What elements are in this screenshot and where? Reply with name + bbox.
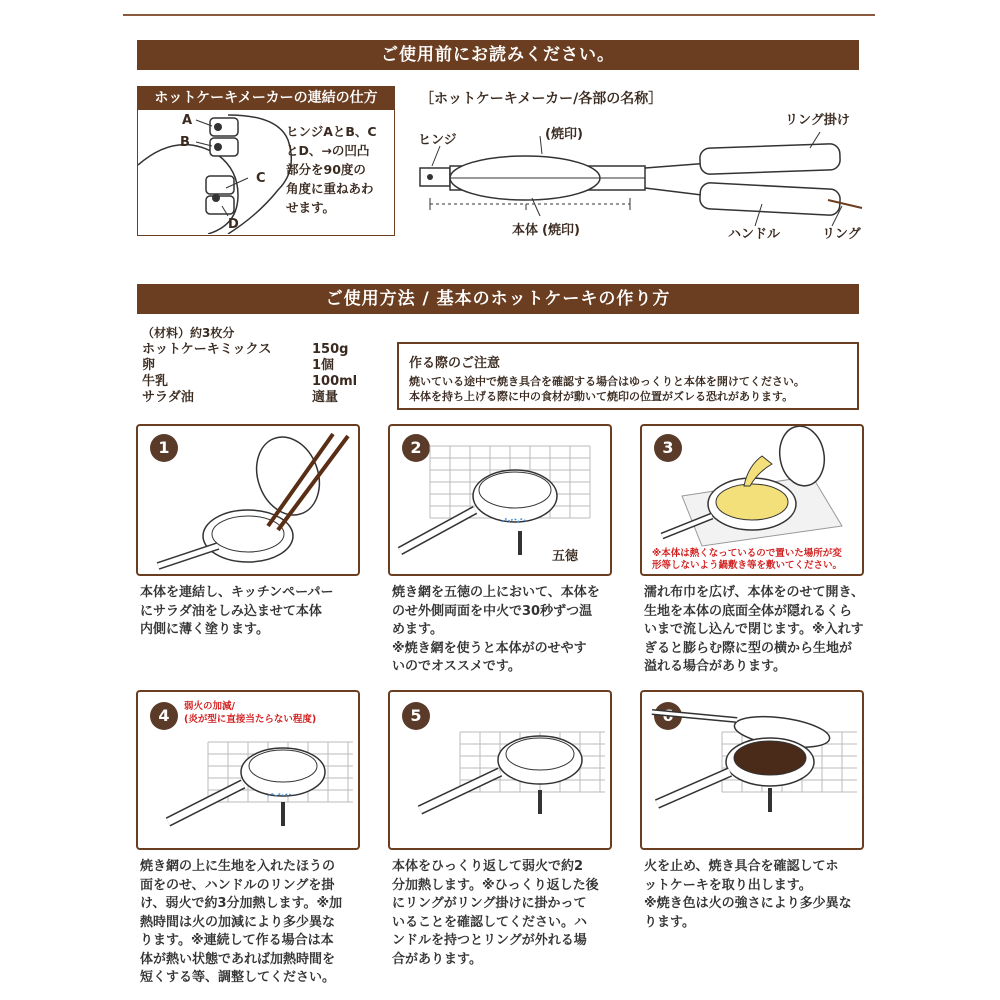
ingredients-heading: （材料）約3枚分 (142, 326, 235, 340)
step-2-panel (388, 424, 612, 576)
top-divider (123, 14, 875, 16)
label-hinge: ヒンジ (418, 133, 457, 148)
connect-panel (137, 110, 395, 236)
step-number: 5 (402, 702, 430, 730)
parts-diagram (410, 108, 870, 248)
step-4-illustration (138, 692, 358, 848)
ingredient-row: ホットケーキミックス 150g (142, 342, 349, 357)
label-a: A (182, 113, 193, 128)
step-number: 3 (654, 434, 682, 462)
step-5-illustration (390, 692, 610, 848)
ingredient-row: 牛乳 100ml (142, 374, 358, 389)
connect-title: ホットケーキメーカーの連結の仕方 (137, 86, 395, 110)
caution-box (397, 342, 859, 410)
label-brand-top: (焼印) (545, 127, 583, 142)
label-trivet: 五徳 (552, 549, 579, 564)
step-1-panel (136, 424, 360, 576)
step-number: 2 (402, 434, 430, 462)
caution-line: 本体を持ち上げる際に中の食材が動いて焼印の位置がズレる恐れがあります。 (409, 390, 794, 403)
label-ring-hook: リング掛け (785, 113, 850, 128)
label-body: 本体 (512, 223, 539, 238)
step-1-text: 本体を連結し、キッチンペーパー にサラダ油をしみ込ませて本体 内側に薄く塗ります。 (140, 585, 334, 637)
label-handle: ハンドル (728, 227, 781, 242)
label-b: B (180, 135, 190, 150)
label-d: D (228, 217, 239, 232)
step-5-panel (388, 690, 612, 850)
step-4-note: 弱火の加減/ (炎が型に直接当たらない程度) (184, 701, 317, 725)
step-2-illustration (390, 426, 610, 574)
label-c: C (256, 171, 266, 186)
usage-banner: ご使用方法 / 基本のホットケーキの作り方 (137, 284, 859, 314)
label-brand-bottom: (焼印) (542, 223, 580, 238)
step-3-panel (640, 424, 864, 576)
step-1-illustration (138, 426, 358, 574)
parts-title: ［ホットケーキメーカー/各部の名称］ (420, 91, 663, 107)
step-2-text: 焼き網を五徳の上において、本体を のせ外側両面を中火で30秒ずつ温 めます。 ※焼き網を使うと本体がのせやす いのでオススメです。 (392, 585, 600, 674)
step-6-illustration (642, 692, 862, 848)
ingredients-list (142, 342, 362, 406)
step-6-text: 火を止め、焼き具合を確認してホ ットケーキを取り出します。 ※焼き色は火の強さにより多少異な ります。 (644, 859, 852, 930)
step-4-text: 焼き網の上に生地を入れたほうの 面をのせ、ハンドルのリングを掛 け、弱火で約3分加熱します。※加 熱時間は火の加減により多少異な ります。※連続して作る場合は本 体が熱い状態であれば加熱時間を 短くする等、調整してください。 (140, 859, 343, 985)
ingredient-row: 卵 1個 (142, 358, 335, 373)
caution-title: 作る際のご注意 (409, 356, 501, 371)
step-number: 4 (150, 702, 178, 730)
step-3-warning: ※本体は熱くなっているので置いた場所が変 形等しないよう鍋敷き等を敷いてください。 (652, 548, 843, 571)
step-3-text: 濡れ布巾を広げ、本体をのせて開き、 生地を本体の底面全体が隠れるくら いまで流し込んで閉じます。※入れす ぎると膨らむ際に型の横から生地が 溢れる場合があります。 (644, 585, 864, 674)
step-5-text: 本体をひっくり返して弱火で約2 分加熱します。※ひっくり返した後 にリングがリング掛けに掛かって いることを確認してください。ハ ンドルを持つとリングが外れる場 合があります。 (392, 859, 599, 967)
step-4-panel (136, 690, 360, 850)
ingredient-row: サラダ油 適量 (142, 390, 339, 405)
connect-instruction: ヒンジAとB、C とD、→の凹凸 部分を90度の 角度に重ねあわ せます。 (286, 124, 377, 215)
notice-banner: ご使用前にお読みください。 (137, 40, 859, 70)
caution-line: 焼いている途中で焼き具合を確認する場合はゆっくりと本体を開けてください。 (409, 375, 805, 388)
step-6-panel (640, 690, 864, 850)
step-number: 1 (150, 434, 178, 462)
label-ring: リング (822, 227, 861, 242)
